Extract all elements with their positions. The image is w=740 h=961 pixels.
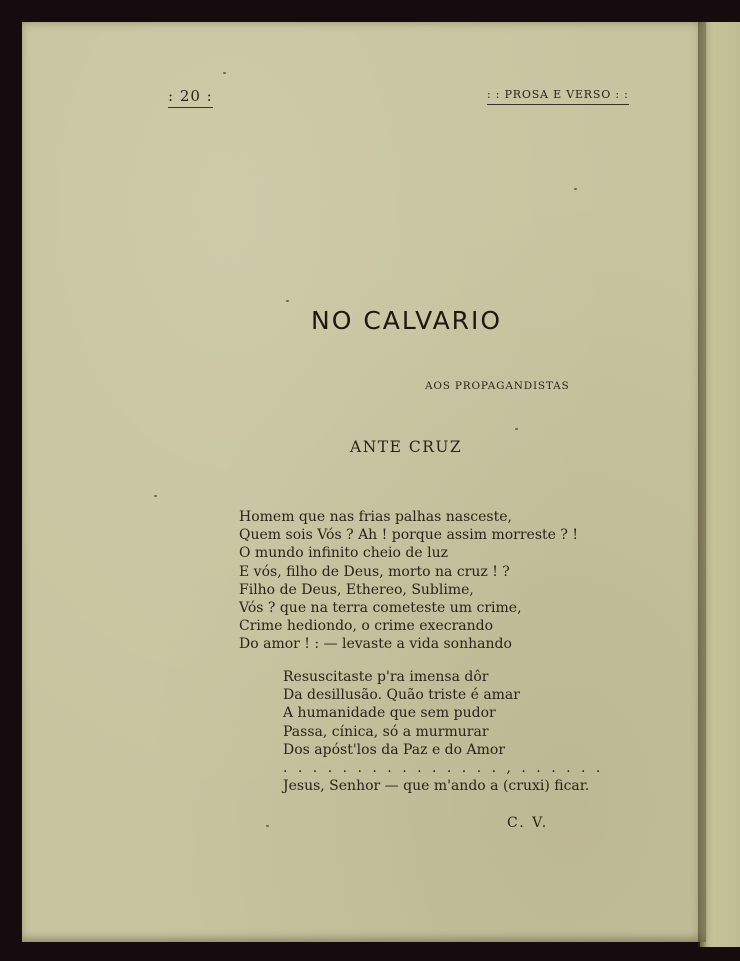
verse-line: Homem que nas frias palhas nasceste, [239, 509, 512, 525]
verse-line: Do amor ! : — levaste a vida sonhando [239, 636, 512, 653]
poem-dedication: AOS PROPAGANDISTAS [425, 380, 570, 392]
paper-speck [515, 428, 518, 430]
page-number: : 20 : [168, 87, 213, 108]
verse-line: O mundo infinito cheio de luz [239, 545, 448, 562]
verse-line: Resuscitaste p'ra imensa dôr [283, 669, 489, 685]
ellipsis-line: . . . . . . . . . . . . . . . , . . . . . . [283, 760, 604, 777]
author-signature: C. V. [507, 815, 549, 831]
verse-line: Passa, cínica, só a murmurar [283, 723, 489, 740]
paper-speck [286, 300, 289, 302]
paper-speck [223, 72, 226, 74]
verse-line: E vós, filho de Deus, morto na cruz ! ? [239, 563, 510, 580]
verse-line: Vós ? que na terra cometeste um crime, [239, 600, 522, 617]
verse-line: Quem sois Vós ? Ah ! porque assim morreste ? ! [239, 527, 578, 544]
poem-title: NO CALVARIO [311, 306, 503, 335]
paper-speck [574, 188, 577, 190]
paper-speck [266, 825, 269, 827]
verse-line: Da desillusão. Quão triste é amar [283, 687, 520, 704]
page-gutter-shadow [698, 22, 708, 947]
paper-speck [154, 495, 157, 497]
verse-line: Filho de Deus, Ethereo, Sublime, [239, 581, 474, 598]
verse-line: Dos apóst'los da Paz e do Amor [283, 741, 506, 758]
verse-line: Crime hediondo, o crime execrando [239, 618, 494, 635]
verse-line: Jesus, Senhor — que m'ando a (cruxi) ficar. [283, 778, 590, 795]
running-title: : : PROSA E VERSO : : [487, 88, 629, 105]
page [22, 22, 706, 942]
verse-line: A humanidade que sem pudor [283, 705, 496, 722]
stanza-1 [239, 508, 578, 654]
poem-subtitle: ANTE CRUZ [350, 438, 463, 456]
stanza-2 [283, 668, 603, 795]
